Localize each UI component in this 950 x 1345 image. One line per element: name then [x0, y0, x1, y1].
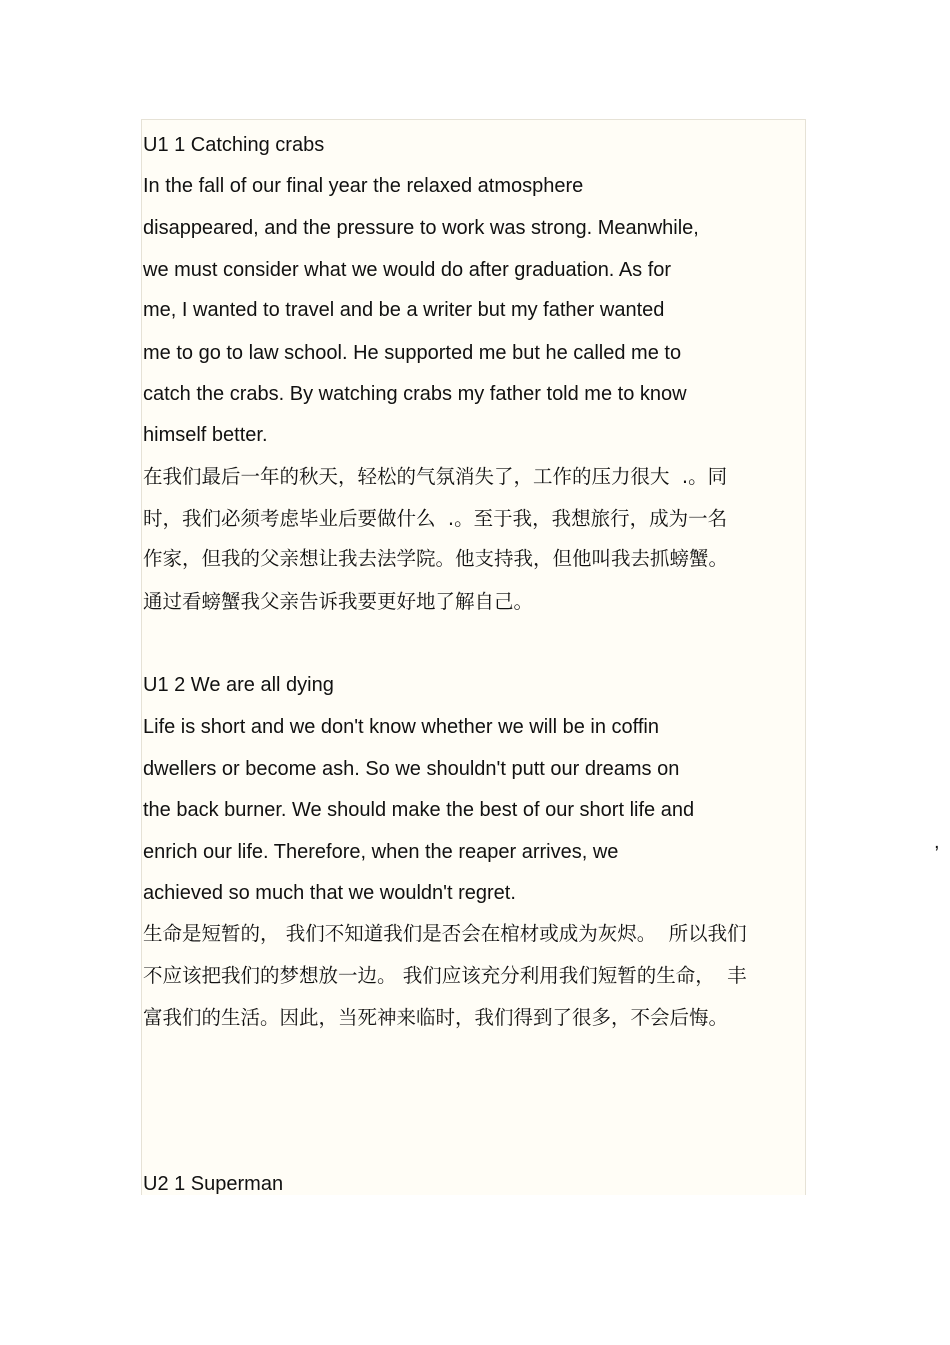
english-line: achieved so much that we wouldn't regret. [143, 882, 516, 904]
english-line: disappeared, and the pressure to work was strong. Meanwhile, [143, 217, 699, 239]
chinese-line: 作家，但我的父亲想让我去法学院。他支持我，但他叫我去抓螃蟹。 [143, 547, 729, 570]
chinese-line: 时，我们必须考虑毕业后要做什么 .。至于我，我想旅行，成为一名 [143, 507, 728, 530]
english-line: catch the crabs. By watching crabs my father told me to know [143, 383, 687, 405]
english-line: enrich our life. Therefore, when the reaper arrives, we [143, 841, 619, 863]
section-heading: U1 2 We are all dying [143, 674, 334, 696]
english-line: me to go to law school. He supported me but he called me to [143, 342, 682, 364]
english-line: himself better. [143, 424, 268, 446]
section-heading: U1 1 Catching crabs [143, 134, 325, 156]
chinese-line: 不应该把我们的梦想放一边。 我们应该充分利用我们短暂的生命， 丰 [143, 964, 747, 987]
english-line: we must consider what we would do after graduation. As for [143, 259, 672, 281]
section-heading: U2 1 Superman [143, 1173, 284, 1195]
chinese-line: 在我们最后一年的秋天，轻松的气氛消失了，工作的压力很大 .。同 [143, 465, 728, 488]
english-line: dwellers or become ash. So we shouldn't putt our dreams on [143, 758, 680, 780]
chinese-line: 生命是短暂的， 我们不知道我们是否会在棺材或成为灰烬。 所以我们 [143, 922, 747, 945]
english-line: In the fall of our final year the relaxed atmosphere [143, 175, 584, 197]
stray-mark: , [934, 831, 940, 853]
english-line: me, I wanted to travel and be a writer but my father wanted [143, 299, 665, 321]
chinese-line: 富我们的生活。因此，当死神来临时，我们得到了很多，不会后悔。 [143, 1006, 729, 1029]
english-line: Life is short and we don't know whether we will be in coffin [143, 716, 659, 738]
chinese-line: 通过看螃蟹我父亲告诉我要更好地了解自己。 [143, 590, 534, 613]
english-line: the back burner. We should make the best of our short life and [143, 799, 695, 821]
